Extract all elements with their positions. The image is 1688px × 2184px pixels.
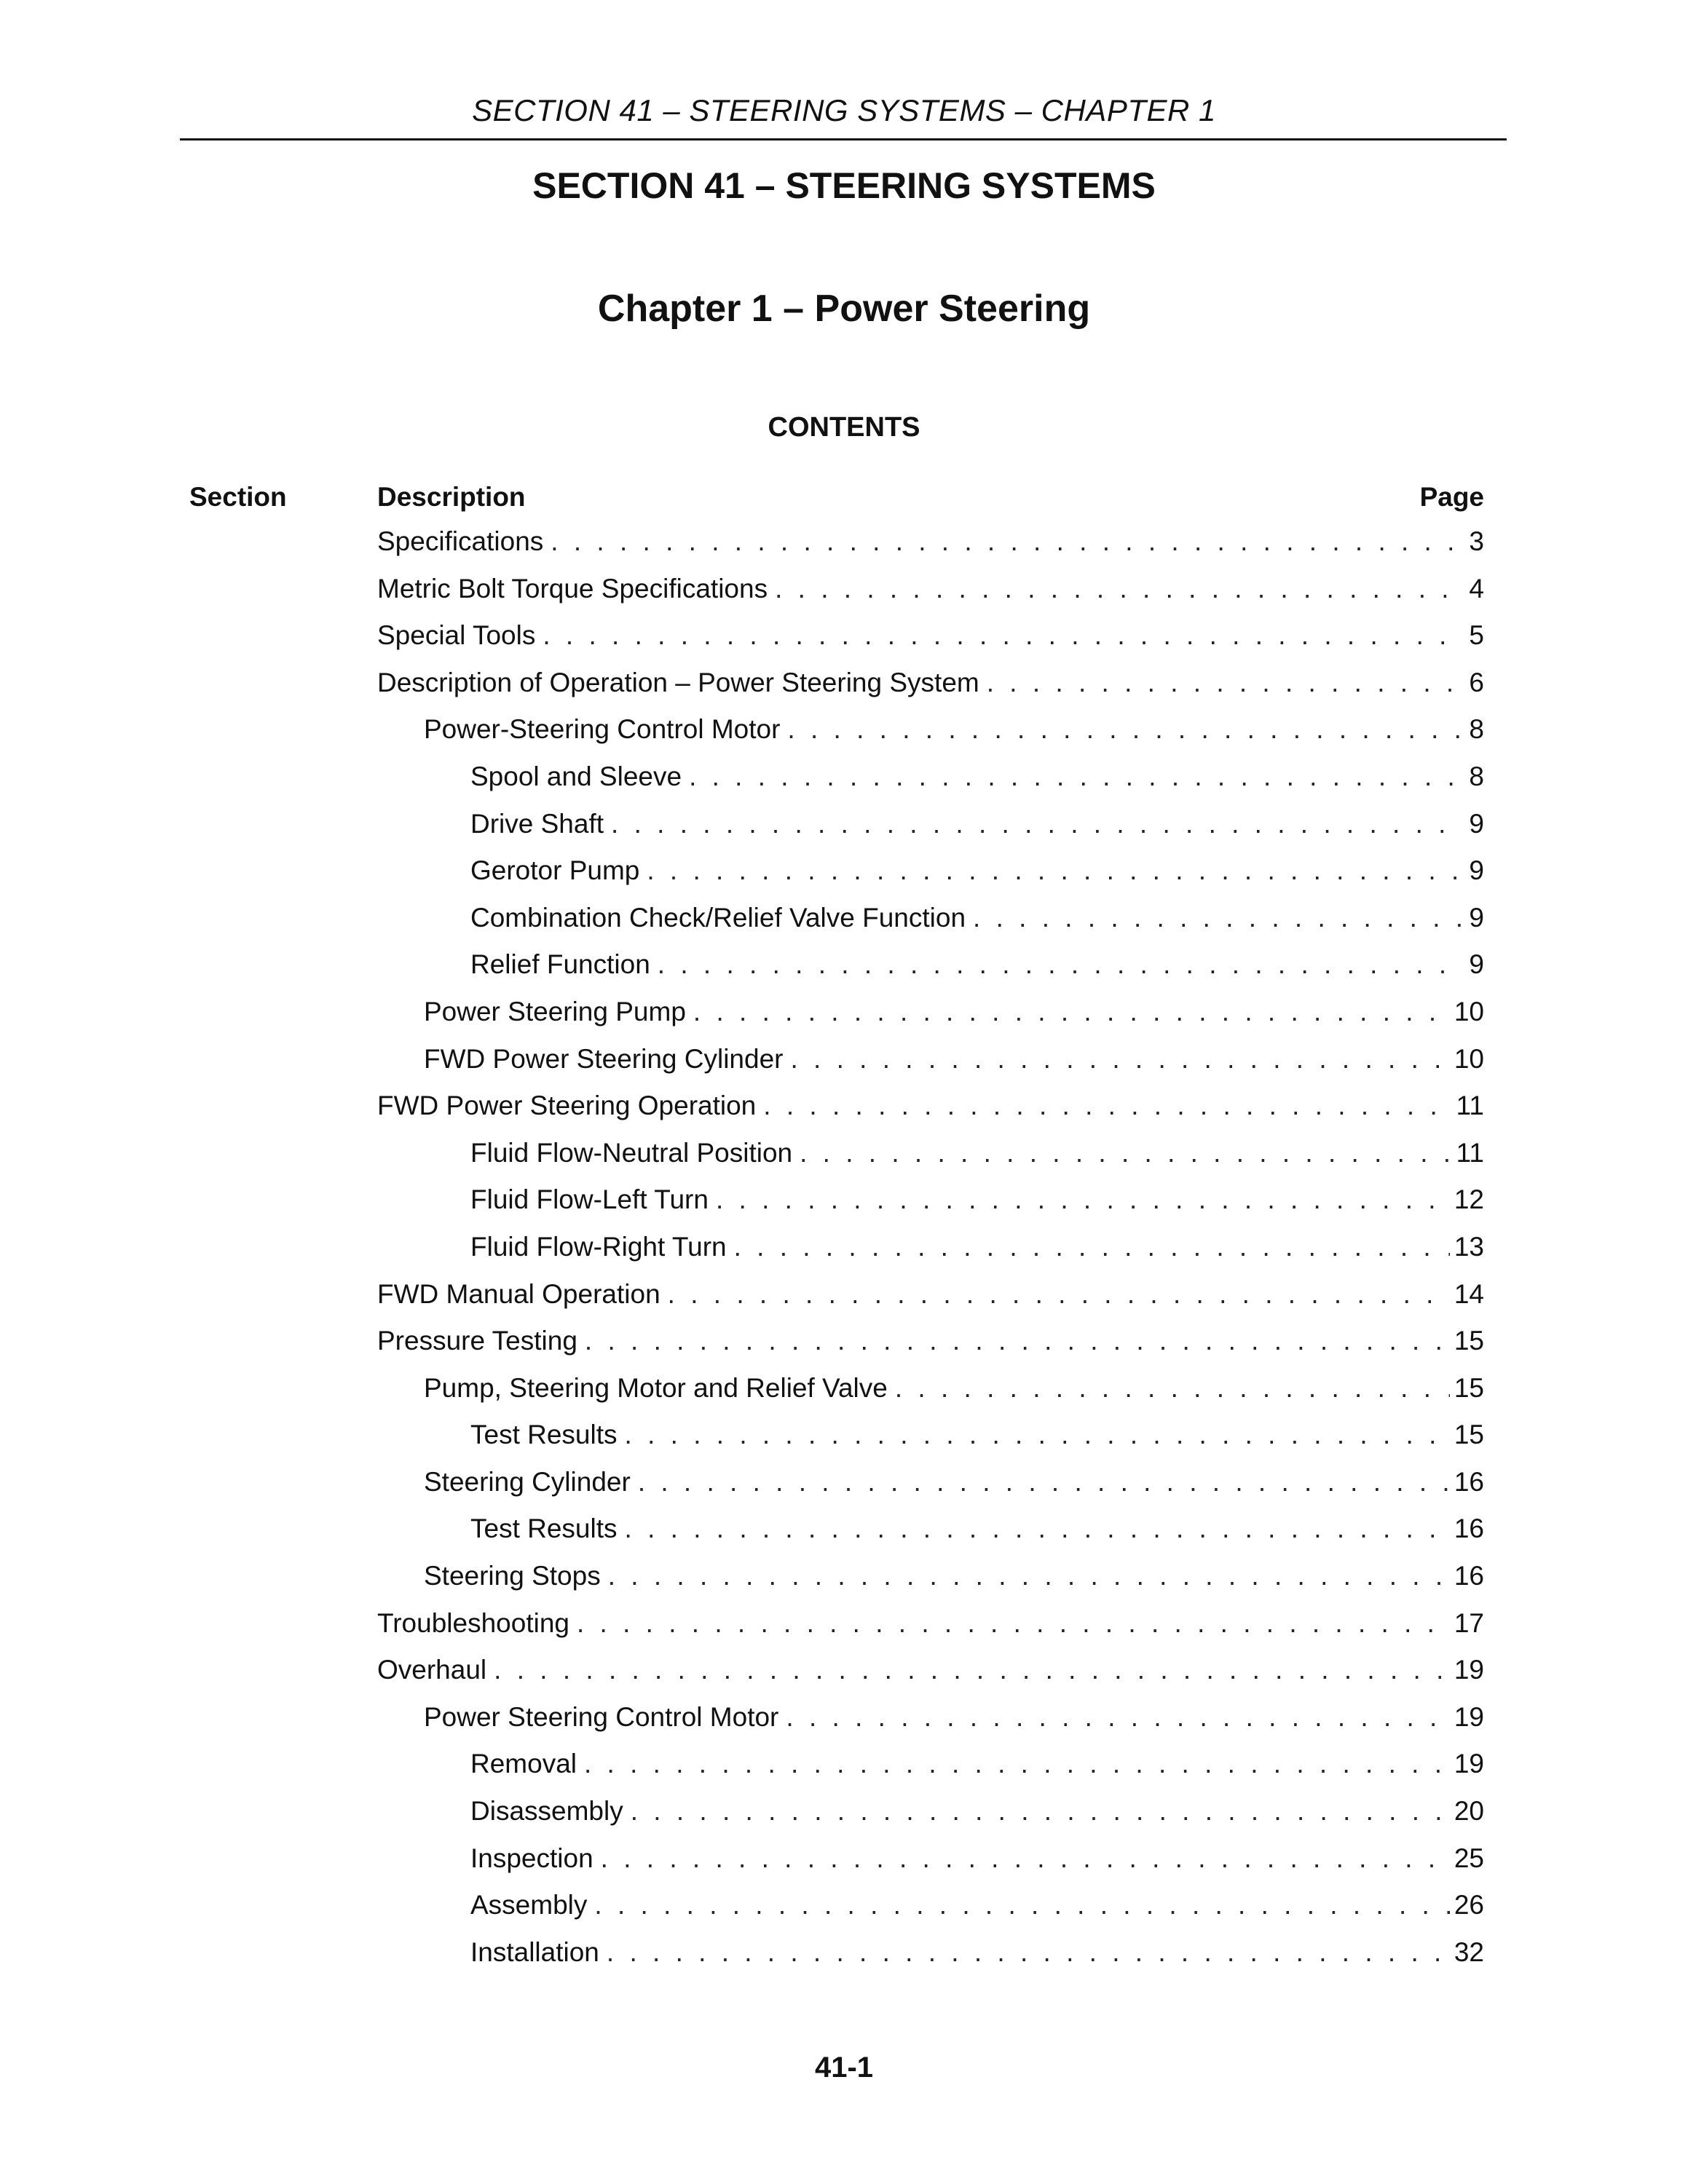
dot-leader [601, 1843, 1450, 1875]
toc-entry-page: 15 [1454, 1420, 1484, 1450]
toc-entry-page: 26 [1454, 1890, 1484, 1920]
dot-leader [625, 1513, 1450, 1545]
toc-entry-page: 4 [1469, 573, 1484, 604]
toc-entry[interactable] [377, 1419, 1484, 1466]
toc-entry-page: 15 [1454, 1372, 1484, 1403]
toc-entry-title: Power Steering Control Motor [424, 1701, 779, 1732]
toc-entry-title: Metric Bolt Torque Specifications [377, 573, 768, 604]
toc-entry-page: 5 [1469, 620, 1484, 651]
dot-leader [543, 620, 1461, 652]
toc-entry-page: 10 [1454, 1043, 1484, 1074]
toc-entry-title: Power-Steering Control Motor [424, 714, 781, 745]
toc-entry-page: 13 [1454, 1231, 1484, 1262]
dot-leader [594, 1889, 1449, 1921]
toc-entry-page: 19 [1454, 1749, 1484, 1779]
toc-entry[interactable] [377, 902, 1484, 949]
toc-entry-title: Installation [470, 1936, 599, 1967]
toc-entry-title: Fluid Flow-Right Turn [470, 1231, 727, 1262]
dot-leader [786, 1701, 1449, 1733]
toc-entry[interactable] [377, 996, 1484, 1043]
toc-entry-page: 16 [1454, 1466, 1484, 1497]
dot-leader [775, 573, 1461, 605]
dot-leader [658, 949, 1461, 981]
toc-entry-title: Power Steering Pump [424, 996, 686, 1026]
toc-entry-page: 9 [1469, 855, 1484, 886]
toc-entry[interactable] [377, 761, 1484, 808]
toc-entry[interactable] [377, 1325, 1484, 1372]
toc-entry[interactable] [377, 808, 1484, 855]
table-of-contents [377, 526, 1484, 1983]
dot-leader [895, 1372, 1450, 1404]
toc-entry-page: 11 [1456, 1091, 1484, 1121]
toc-entry-page: 16 [1454, 1561, 1484, 1591]
dot-leader [668, 1278, 1450, 1310]
toc-entry-title: Test Results [470, 1420, 618, 1450]
toc-entry-title: FWD Manual Operation [377, 1278, 660, 1309]
running-header: SECTION 41 – STEERING SYSTEMS – CHAPTER 1 [472, 93, 1216, 127]
toc-entry-page: 10 [1454, 996, 1484, 1026]
toc-entry-title: Inspection [470, 1843, 593, 1873]
toc-entry[interactable] [377, 526, 1484, 573]
toc-entry[interactable] [377, 1466, 1484, 1514]
toc-entry[interactable] [377, 1137, 1484, 1184]
toc-entry-page: 9 [1469, 949, 1484, 980]
toc-entry-title: FWD Power Steering Cylinder [424, 1043, 784, 1074]
page-number: 41-1 [814, 2052, 874, 2084]
toc-entry-page: 8 [1469, 714, 1484, 745]
dot-leader [800, 1137, 1451, 1169]
dot-leader [787, 713, 1461, 745]
toc-entry-page: 6 [1469, 667, 1484, 697]
toc-entry-page: 15 [1454, 1326, 1484, 1356]
toc-entry-title: Pressure Testing [377, 1326, 577, 1356]
section-title: SECTION 41 – STEERING SYSTEMS [532, 165, 1156, 206]
toc-entry-title: Disassembly [470, 1796, 623, 1827]
toc-entry[interactable] [377, 1231, 1484, 1278]
dot-leader [763, 1090, 1451, 1122]
toc-entry-title: Drive Shaft [470, 808, 604, 839]
toc-entry-title: Removal [470, 1749, 577, 1779]
dot-leader [577, 1607, 1450, 1639]
toc-entry[interactable] [377, 1795, 1484, 1843]
dot-leader [693, 996, 1450, 1028]
toc-entry-page: 3 [1469, 526, 1484, 556]
toc-entry[interactable] [377, 1889, 1484, 1936]
toc-entry-title: Pump, Steering Motor and Relief Valve [424, 1372, 888, 1403]
dot-leader [625, 1419, 1450, 1451]
toc-entry-page: 16 [1454, 1514, 1484, 1544]
toc-entry[interactable] [377, 620, 1484, 667]
toc-entry[interactable] [377, 573, 1484, 620]
toc-entry-page: 11 [1456, 1137, 1484, 1168]
dot-leader [790, 1043, 1449, 1075]
toc-entry-page: 9 [1469, 808, 1484, 839]
dot-leader [608, 1560, 1450, 1592]
toc-entry-title: Assembly [470, 1890, 588, 1920]
toc-entry-page: 9 [1469, 902, 1484, 933]
toc-entry-page: 8 [1469, 761, 1484, 791]
toc-entry[interactable] [377, 1090, 1484, 1137]
toc-entry-title: Combination Check/Relief Valve Function [470, 902, 966, 933]
toc-entry[interactable] [377, 1278, 1484, 1326]
toc-entry-title: Fluid Flow-Neutral Position [470, 1137, 793, 1168]
toc-entry-title: Gerotor Pump [470, 855, 640, 886]
toc-entry-page: 14 [1454, 1278, 1484, 1309]
toc-entry-page: 20 [1454, 1796, 1484, 1827]
column-heading-description: Description [377, 482, 526, 512]
toc-entry-title: Test Results [470, 1514, 618, 1544]
dot-leader [716, 1184, 1450, 1216]
dot-leader [734, 1231, 1450, 1263]
toc-entry-title: Description of Operation – Power Steering System [377, 667, 979, 697]
toc-entry-page: 19 [1454, 1655, 1484, 1685]
toc-entry-title: Relief Function [470, 949, 650, 980]
toc-entry-title: Steering Cylinder [424, 1466, 631, 1497]
dot-leader [689, 761, 1461, 793]
dot-leader [585, 1325, 1450, 1357]
toc-entry-page: 17 [1454, 1607, 1484, 1638]
toc-entry-page: 32 [1454, 1936, 1484, 1967]
toc-entry[interactable] [377, 1184, 1484, 1231]
column-heading-page: Page [1419, 482, 1484, 512]
toc-entry-title: Spool and Sleeve [470, 761, 682, 791]
toc-entry-title: Fluid Flow-Left Turn [470, 1184, 709, 1215]
toc-entry[interactable] [377, 713, 1484, 761]
toc-entry-title: Steering Stops [424, 1561, 601, 1591]
dot-leader [494, 1654, 1450, 1686]
toc-entry[interactable] [377, 1654, 1484, 1701]
column-heading-section: Section [189, 482, 287, 512]
toc-entry-title: Troubleshooting [377, 1607, 569, 1638]
toc-entry[interactable] [377, 855, 1484, 902]
contents-heading: CONTENTS [768, 412, 920, 443]
dot-leader [584, 1748, 1450, 1780]
toc-entry-page: 12 [1454, 1184, 1484, 1215]
toc-entry-title: Special Tools [377, 620, 536, 651]
dot-leader [611, 808, 1461, 840]
chapter-title: Chapter 1 – Power Steering [597, 288, 1091, 330]
toc-entry[interactable] [377, 1936, 1484, 1984]
toc-entry-title: Specifications [377, 526, 544, 556]
toc-entry[interactable] [377, 1843, 1484, 1890]
toc-entry[interactable] [377, 1560, 1484, 1607]
toc-entry-title: FWD Power Steering Operation [377, 1091, 757, 1121]
toc-entry[interactable] [377, 949, 1484, 996]
dot-leader [551, 526, 1461, 558]
dot-leader [638, 1466, 1450, 1498]
toc-entry[interactable] [377, 1513, 1484, 1560]
dot-leader [987, 667, 1461, 699]
toc-entry[interactable] [377, 667, 1484, 714]
dot-leader [631, 1795, 1450, 1827]
dot-leader [607, 1936, 1450, 1969]
toc-entry-page: 25 [1454, 1843, 1484, 1873]
header-rule [180, 138, 1507, 141]
toc-entry[interactable] [377, 1043, 1484, 1091]
toc-entry[interactable] [377, 1372, 1484, 1420]
toc-entry[interactable] [377, 1701, 1484, 1749]
toc-entry-title: Overhaul [377, 1655, 487, 1685]
toc-entry-page: 19 [1454, 1701, 1484, 1732]
toc-entry[interactable] [377, 1607, 1484, 1655]
dot-leader [973, 902, 1461, 934]
dot-leader [647, 855, 1461, 887]
toc-entry[interactable] [377, 1748, 1484, 1795]
